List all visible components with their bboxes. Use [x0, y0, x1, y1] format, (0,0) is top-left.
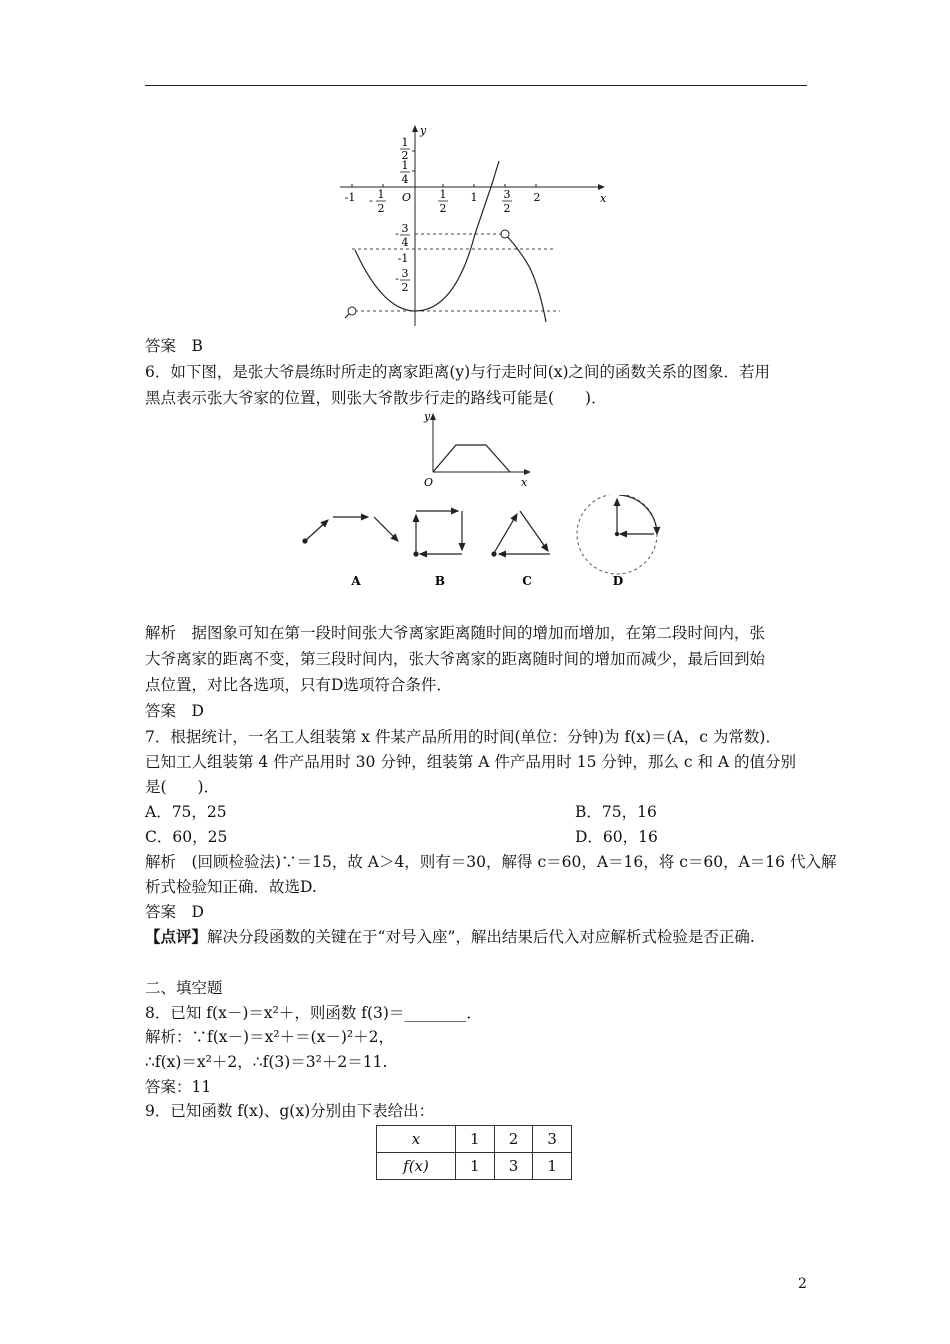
- solution-7-line-1: 解析 (回顾检验法)∵＝15，故 A＞4，则有＝30，解得 c＝60，A＝16，将 c＝60，A＝16 代入解: [145, 853, 837, 871]
- answer-7: 答案 D: [145, 903, 204, 921]
- origin-label: O: [424, 476, 434, 489]
- comment-text: 解决分段函数的关键在于“对号入座”，解出结果后代入对应解析式检验是否正确.: [207, 928, 755, 946]
- question-9-line-1: 9．已知函数 f(x)、g(x)分别由下表给出：: [145, 1102, 435, 1120]
- question-7-option-b: B．75，16: [575, 803, 657, 821]
- solution-7-line-2: 析式检验知正确．故选D.: [145, 878, 317, 896]
- x-tick-2: 2: [533, 191, 541, 204]
- question-6-line-1: 6．如下图，是张大爷晨练时所走的离家距离(y)与行走时间(x)之间的函数关系的图象．若用: [145, 363, 771, 381]
- y-tick-num: 3: [401, 222, 409, 235]
- question-7-option-a: A．75，25: [145, 803, 227, 821]
- distance-time-graph: [420, 410, 540, 490]
- page-number: 2: [798, 1276, 807, 1292]
- question-8-answer: 答案：11: [145, 1078, 212, 1096]
- question-7-line-2: 已知工人组装第 4 件产品用时 30 分钟，组装第 A 件产品用时 15 分钟，那么 c 和 A 的值分别: [145, 753, 797, 771]
- piecewise-graph: [335, 118, 615, 328]
- x-tick-1: 1: [470, 191, 478, 204]
- x-tick-num: 1: [439, 188, 447, 201]
- answer-6: 答案 D: [145, 702, 204, 720]
- x-tick-minus-1: -1: [344, 191, 356, 204]
- function-table: [376, 1125, 572, 1180]
- y-tick-minus: -: [395, 272, 399, 285]
- y-tick-num: 1: [401, 136, 409, 149]
- option-c-figure: [492, 511, 550, 556]
- axis-x-label: x: [521, 476, 528, 489]
- table-cell: 2: [494, 1126, 533, 1153]
- table-cell: 1: [533, 1153, 572, 1180]
- y-tick-minus-1: -1: [397, 252, 409, 265]
- table-cell: 1: [456, 1126, 495, 1153]
- origin-label: O: [402, 191, 412, 204]
- table-cell: x: [377, 1126, 456, 1153]
- section-heading: 二、填空题: [145, 979, 223, 997]
- question-8-line-1: 8．已知 f(x－)＝x²＋，则函数 f(3)＝________．: [145, 1004, 482, 1022]
- option-a-figure: [303, 517, 398, 543]
- solution-6-line-2: 大爷离家的距离不变，第三段时间内，张大爷离家的距离随时间的增加而减少，最后回到始: [145, 650, 766, 668]
- y-tick-den: 2: [401, 281, 409, 294]
- option-a-label: A: [351, 574, 361, 588]
- option-d-figure: [577, 495, 657, 574]
- route-options: [295, 495, 665, 590]
- y-tick-den: 4: [401, 236, 409, 249]
- comment: [145, 927, 810, 947]
- question-8-solution-2: ∴f(x)＝x²＋2，∴f(3)＝3²＋2＝11.: [145, 1053, 388, 1071]
- answer-5: 答案 B: [145, 337, 203, 355]
- x-tick-den: 2: [377, 202, 385, 215]
- table-cell: f(x): [377, 1153, 456, 1180]
- table-row: [377, 1153, 572, 1180]
- question-8-solution-1: 解析：∵f(x－)＝x²＋＝(x－)²＋2，: [145, 1028, 394, 1046]
- x-tick-den: 2: [503, 202, 511, 215]
- table-cell: 1: [456, 1153, 495, 1180]
- solution-6-line-1: 解析 据图象可知在第一段时间张大爷离家距离随时间的增加而增加，在第二段时间内，张: [145, 624, 766, 642]
- question-6-line-2: 黑点表示张大爷家的位置，则张大爷散步行走的路线可能是( )．: [145, 389, 607, 407]
- option-c-label: C: [522, 574, 532, 588]
- axis-y-label: y: [420, 124, 427, 137]
- x-tick-num: 1: [377, 188, 385, 201]
- axis-x-label: x: [600, 192, 607, 205]
- x-tick-den: 2: [439, 202, 447, 215]
- option-b-label: B: [434, 574, 446, 588]
- option-d-label: D: [612, 574, 624, 588]
- question-7-option-d: D．60，16: [575, 828, 658, 846]
- x-tick-num: 3: [503, 188, 511, 201]
- question-7-option-c: C．60，25: [145, 828, 228, 846]
- table-cell: 3: [533, 1126, 572, 1153]
- x-tick-minus: -: [369, 194, 373, 207]
- axis-y-label: y: [424, 410, 431, 423]
- table-row: [377, 1126, 572, 1153]
- y-tick-den: 2: [401, 149, 409, 162]
- table-cell: 3: [494, 1153, 533, 1180]
- comment-tag: 【点评】: [145, 927, 208, 946]
- solution-6-line-3: 点位置，对比各选项，只有D选项符合条件．: [145, 676, 452, 694]
- y-tick-num: 3: [401, 267, 409, 280]
- option-b-figure: [414, 511, 462, 556]
- y-tick-den: 4: [401, 173, 409, 186]
- header-rule: [145, 85, 807, 86]
- y-tick-minus: -: [395, 227, 399, 240]
- question-7-line-1: 7．根据统计，一名工人组装第 x 件某产品所用的时间(单位：分钟)为 f(x)＝(A，c 为常数)．: [145, 728, 781, 746]
- question-7-line-3: 是( )．: [145, 778, 220, 796]
- y-tick-num: 1: [401, 159, 409, 172]
